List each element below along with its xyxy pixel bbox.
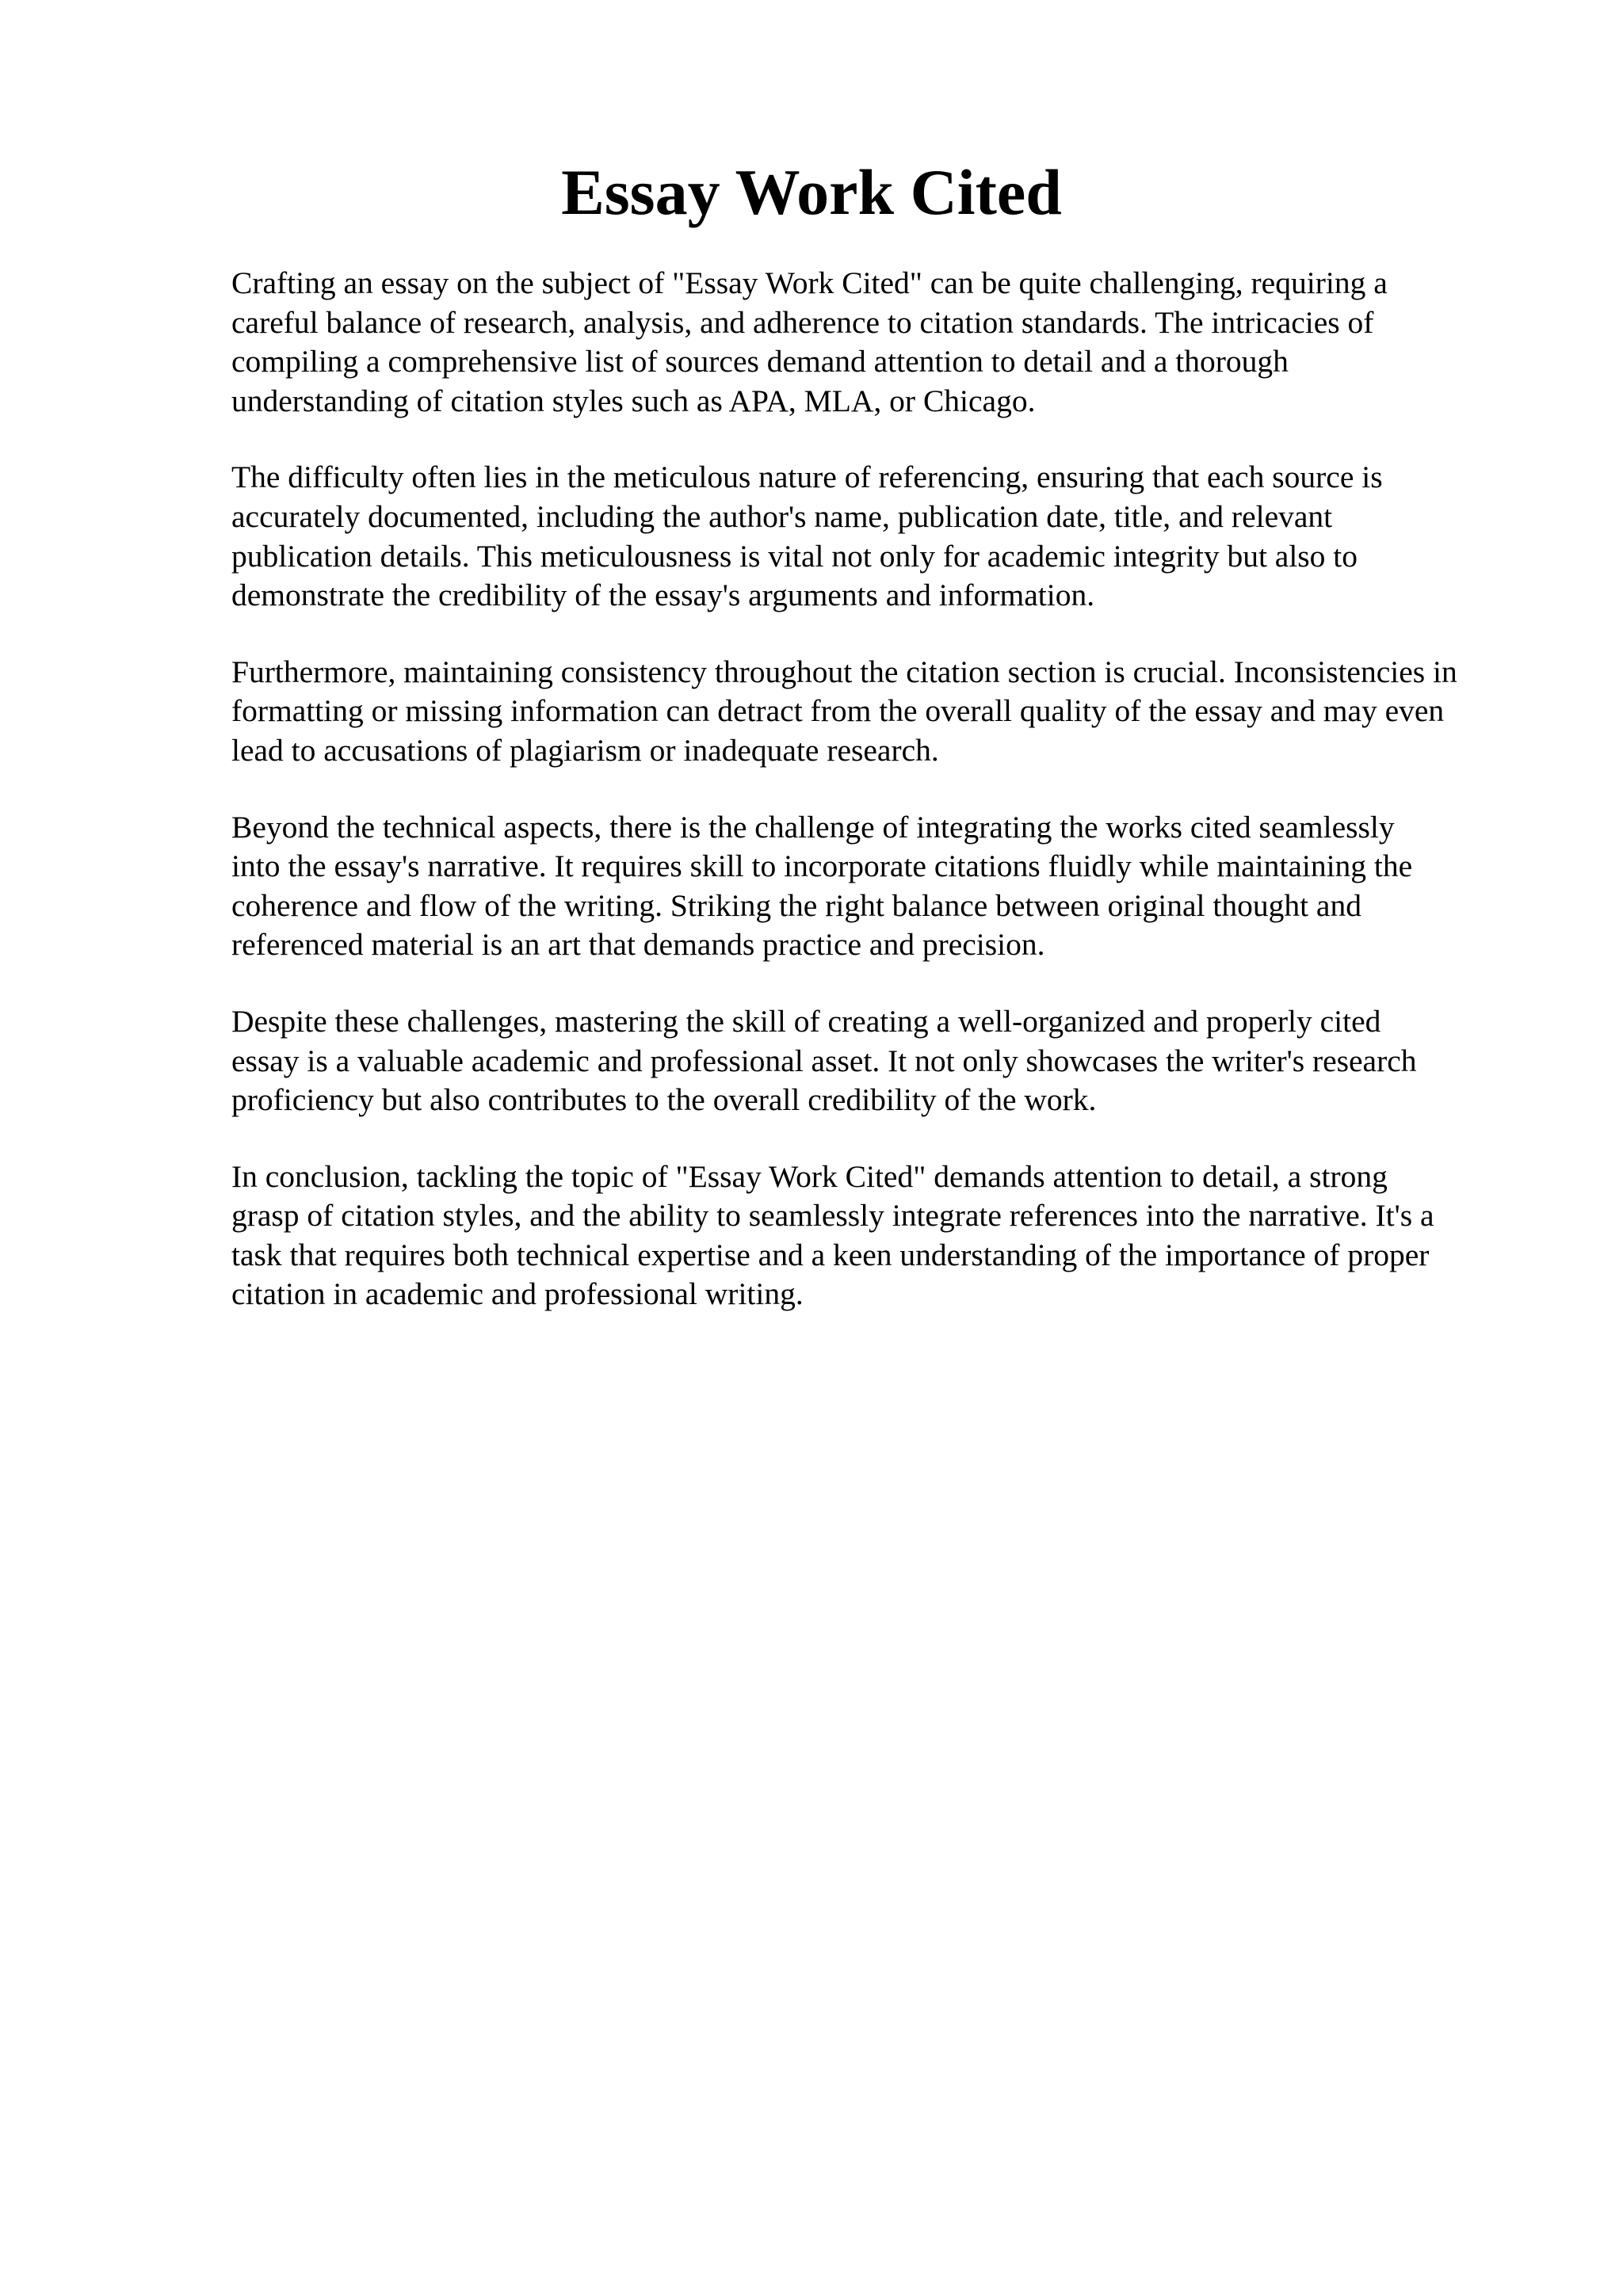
text-line: Beyond the technical aspects, there is the challenge of integrating the works cited seamlessly (231, 809, 1395, 845)
paragraph-1 (231, 264, 1531, 421)
text-line: essay is a valuable academic and professional asset. It not only showcases the writer's research (231, 1043, 1417, 1078)
text-line: demonstrate the credibility of the essay's arguments and information. (231, 578, 1095, 613)
paragraph-4 (231, 808, 1531, 965)
text-line: lead to accusations of plagiarism or inadequate research. (231, 732, 939, 768)
text-line: Furthermore, maintaining consistency throughout the citation section is crucial. Inconsistencies in (231, 654, 1457, 689)
text-line: careful balance of research, analysis, and adherence to citation standards. The intricacies of (231, 304, 1374, 340)
text-line: publication details. This meticulousness is vital not only for academic integrity but also to (231, 538, 1358, 574)
text-line: Despite these challenges, mastering the skill of creating a well-organized and properly cited (231, 1003, 1381, 1039)
text-line: coherence and flow of the writing. Striking the right balance between original thought and (231, 887, 1361, 923)
text-line: referenced material is an art that demands practice and precision. (231, 927, 1045, 963)
document-body (231, 264, 1531, 1352)
text-line: grasp of citation styles, and the ability to seamlessly integrate references into the narrative. It's a (231, 1198, 1434, 1234)
page-title: Essay Work Cited (561, 156, 1062, 228)
paragraph-5 (231, 1002, 1531, 1120)
paragraph-2 (231, 458, 1531, 615)
text-line: Crafting an essay on the subject of "Essay Work Cited" can be quite challenging, requiring a (231, 265, 1388, 300)
paragraph-3 (231, 653, 1531, 771)
text-line: task that requires both technical expertise and a keen understanding of the importance of proper (231, 1237, 1430, 1272)
text-line: citation in academic and professional writing. (231, 1276, 804, 1312)
text-line: The difficulty often lies in the meticulous nature of referencing, ensuring that each source is (231, 460, 1383, 495)
text-line: proficiency but also contributes to the overall credibility of the work. (231, 1082, 1097, 1118)
text-line: understanding of citation styles such as APA, MLA, or Chicago. (231, 383, 1036, 418)
paragraph-6 (231, 1158, 1531, 1314)
text-line: compiling a comprehensive list of sources demand attention to detail and a thorough (231, 344, 1289, 379)
text-line: accurately documented, including the author's name, publication date, title, and relevant (231, 498, 1333, 534)
text-line: In conclusion, tackling the topic of "Essay Work Cited" demands attention to detail, a strong (231, 1158, 1388, 1194)
text-line: formatting or missing information can detract from the overall quality of the essay and may even (231, 693, 1445, 729)
text-line: into the essay's narrative. It requires skill to incorporate citations fluidly while maintaining the (231, 849, 1413, 884)
